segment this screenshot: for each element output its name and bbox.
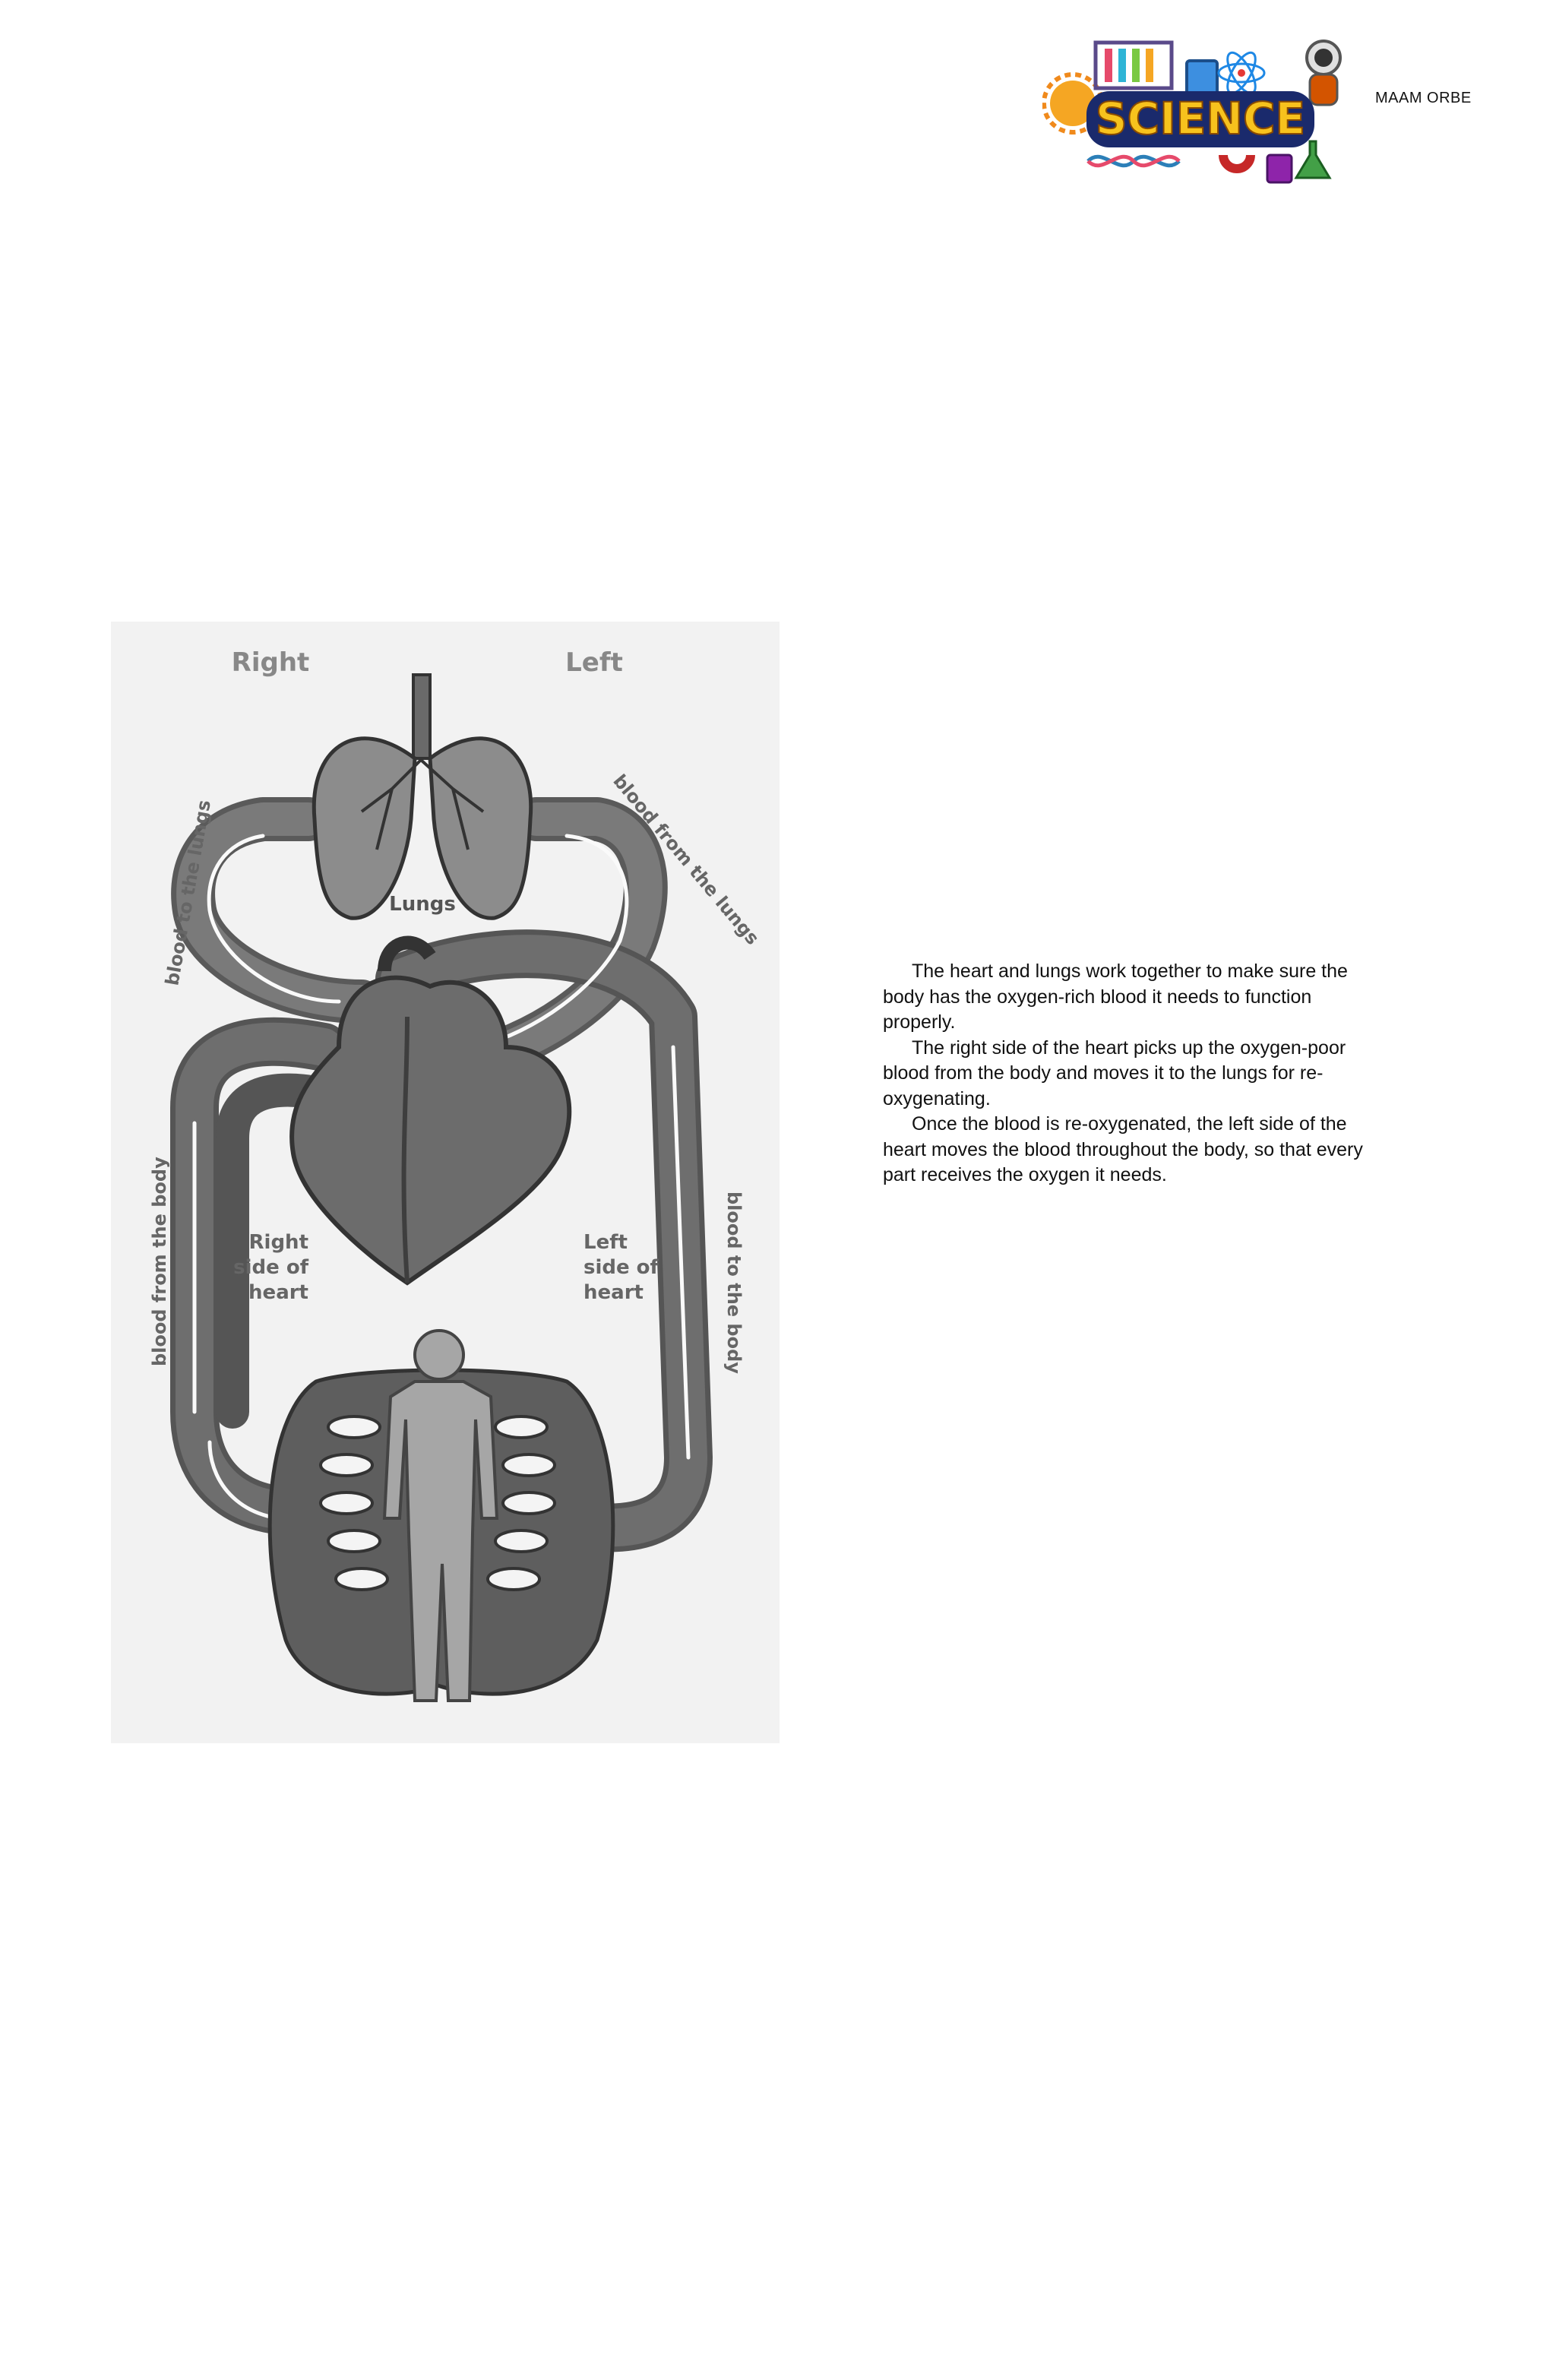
label-blood-to-lungs: blood to the lungs <box>161 798 215 988</box>
label-right-side-line-3: heart <box>248 1281 308 1304</box>
science-logo <box>1042 27 1377 195</box>
label-right-side-line-2: side of <box>233 1256 308 1279</box>
paragraph-1: The heart and lungs work together to make sure the body has the oxygen-rich blood it needs to function properly. <box>883 961 1348 1033</box>
label-left-side-line-2: side of <box>584 1256 659 1279</box>
science-wordmark <box>1086 91 1314 147</box>
label-left: Left <box>565 647 623 678</box>
astronaut-icon <box>1307 41 1340 105</box>
test-tube-rack-icon <box>1096 43 1172 88</box>
label-right-side-line-1: Right <box>248 1231 308 1254</box>
magnet-icon <box>1223 155 1251 169</box>
circulation-diagram <box>111 622 780 1743</box>
label-blood-from-lungs: blood from the lungs <box>609 770 764 949</box>
dna-icon <box>1088 157 1179 166</box>
trachea <box>413 675 430 758</box>
logo-text: SCIENCE <box>1095 93 1306 144</box>
label-lungs: Lungs <box>389 893 456 916</box>
author-name: MAAM ORBE <box>1375 90 1472 106</box>
paragraph-3: Once the blood is re-oxygenated, the left side of the heart moves the blood throughout the body, so that every part receives the oxygen it needs. <box>883 1113 1363 1185</box>
label-blood-to-body: blood to the body <box>723 1192 745 1374</box>
label-left-side-line-1: Left <box>584 1231 628 1254</box>
explanation-text <box>883 959 1384 1188</box>
atom-icon <box>1219 49 1264 97</box>
paragraph-2: The right side of the heart picks up the oxygen-poor blood from the body and moves it to the lungs for re-oxygenating. <box>883 1037 1346 1109</box>
label-blood-from-body: blood from the body <box>149 1157 170 1366</box>
label-right: Right <box>231 647 310 678</box>
flask-icon <box>1267 141 1330 182</box>
label-left-side-line-3: heart <box>584 1281 644 1304</box>
